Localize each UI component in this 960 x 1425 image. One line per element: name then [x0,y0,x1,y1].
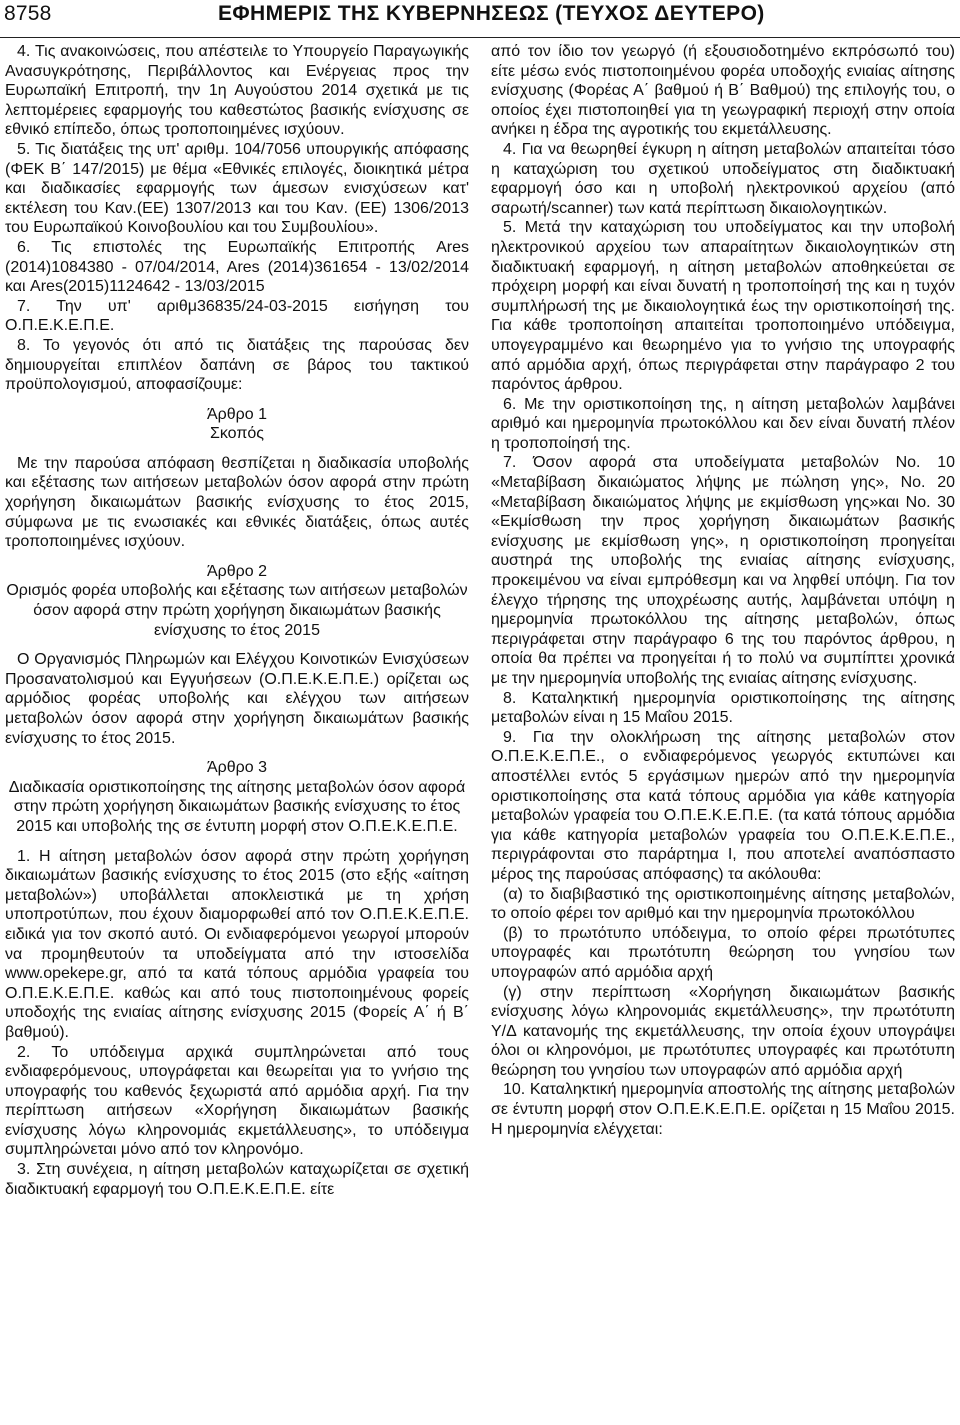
article-heading: Άρθρο 3 [206,759,268,777]
paragraph: 10. Καταληκτική ημερομηνία αποστολής της αίτησης μεταβολών σε έντυπη μορφή στον Ο.Π.Ε.Κ.Ε.Π.Ε. ορίζεται η 15 Μαΐου 2015. Η ημερομηνία ελέγχεται: [491,1081,955,1138]
page-number: 8758 [4,2,52,25]
right-column [491,42,955,1139]
left-column [5,42,469,1199]
paragraph: 8. Καταληκτική ημερομηνία οριστικοποίησης της αίτησης μεταβολών είναι η 15 Μαΐου 2015. [491,689,955,727]
paragraph: 8. Το γεγονός ότι από τις διατάξεις της παρούσας δεν δημιουργείται επιπλέον δαπάνη σε βάρος του τακτικού προϋπολογισμού, αποφασίζουμε: [5,336,469,394]
paragraph: 6. Τις επιστολές της Ευρωπαϊκής Επιτροπής Ares (2014)1084380 - 07/04/2014, Ares (2014)361654 - 13/02/2014 και Ares(2015)1124642 - 13/03/2015 [5,238,469,296]
paragraph: 5. Μετά την καταχώριση του υποδείγματος και την υποβολή ηλεκτρονικού αρχείου των απαραίτητων δικαιολογητικών στη διαδικτυακή εφαρμογή, η αίτηση μεταβολών αποθηκεύεται σε πρόχειρη μορφή και είναι δυνατή η τροποποίησή της και η τυχόν συμπλήρωσή της με δικαιολογητικά έως την οριστικοποίησή της. Για κάθε τροποποίηση απαιτείται τροποποιημένο υπόδειγμα, υπογεγραμμένο και θεωρημένο για το γνήσιο της υπογραφής από αρμόδια αρχή, όπως περιγράφεται στην παράγραφο 2 του παρόντος άρθρου. [491,219,955,394]
article-subtitle: Σκοπός [209,425,264,443]
list-item: (α) το διαβιβαστικό της οριστικοποιημένης αίτησης μεταβολών, το οποίο φέρει τον αριθμό και την ημερομηνία πρωτοκόλλου [491,885,955,923]
paragraph: Με την παρούσα απόφαση θεσπίζεται η διαδικασία υποβολής και εξέτασης των αιτήσεων μεταβολών όσον αφορά στην πρώτη χορήγηση δικαιωμάτων βασικής ενίσχυσης το έτος 2015, σύμφωνα με τις ενωσιακές και εθνικές διατάξεις, όπως αυτές τροποποιημένες ισχύουν. [5,454,469,551]
paragraph: 5. Τις διατάξεις της υπ' αριθμ. 104/7056 υπουργικής απόφασης (ΦΕΚ Β΄ 147/2015) με θέμα «Εθνικές επιλογές, διοικητικά μέτρα και διαδικασίες εφαρμογής των άμεσων ενισχύσεων κατ' εκτέλεση του Καν.(ΕΕ) 1307/2013 και του Καν. (ΕΕ) 1306/2013 του Ευρωπαϊκού Κοινοβουλίου και του Συμβουλίου». [5,140,469,237]
journal-title: ΕΦΗΜΕΡΙΣ ΤΗΣ ΚΥΒΕΡΝΗΣΕΩΣ (ΤΕΥΧΟΣ ΔΕΥΤΕΡΟ) [218,2,765,25]
paragraph: 6. Με την οριστικοποίηση της, η αίτηση μεταβολών λαμβάνει αριθμό και ημερομηνία πρωτοκόλλου και δεν είναι δυνατή πλέον η τροποποίησή της. [491,395,955,452]
paragraph: Ο Οργανισμός Πληρωμών και Ελέγχου Κοινοτικών Ενισχύσεων Προσανατολισμού και Εγγυήσεων (Ο.Π.Ε.Κ.Ε.Π.Ε.) ορίζεται ως αρμόδιος φορέας υποβολής και ελέγχου των αιτήσεων μεταβολών όσον αφορά στην χορήγηση δικαιωμάτων βασικής ενίσχυσης το έτος 2015. [5,651,469,747]
paragraph: 7. Όσον αφορά στα υποδείγματα μεταβολών Νο. 10 «Μεταβίβαση δικαιώματος λήψης με πώληση γης», Νο. 20 «Μεταβίβαση δικαιώματος λήψης με εκμίσθωση γης»και Νο. 30 «Εκμίσθωση την προς χορήγηση δικαιωμάτων βασικής ενίσχυσης με εκμίσθωση γης», η οριστικοποίηση προηγείται αυστηρά της υποβολής της ενιαίας αίτησης ενίσχυσης, προκειμένου να είναι εμπρόθεσμη και να ληφθεί υπόψη. Για τον έλεγχο τήρησης της υποχρέωσης αυτής, λαμβάνεται υπόψη η ημερομηνία πρωτοκόλλου της αίτησης μεταβολών, όπως περιγράφεται στην παράγραφο 6 της του παρόντος άρθρου, η οποία θα πρέπει να προηγείται ή το πολύ να συμπίπτει χρονικά με την ημερομηνία υποβολής της ενιαίας αίτησης ενίσχυσης. [491,454,955,687]
paragraph: 7. Την υπ' αριθμ36835/24-03-2015 εισήγηση του Ο.Π.Ε.Κ.Ε.Π.Ε. [5,297,469,335]
paragraph: 4. Τις ανακοινώσεις, που απέστειλε το Υπουργείο Παραγωγικής Ανασυγκρότησης, Περιβάλλοντος και Ενέργειας προς την Ευρωπαϊκή Επιτροπή, την 1η Αυγούστου 2014 σχετικά με τις λεπτομέρειες εφαρμογής του καθεστώτος βασικής ενίσχυσης σε εθνικό επίπεδο, όπως τροποποιημένες ισχύουν. [5,43,469,139]
paragraph: από τον ίδιο τον γεωργό (ή εξουσιοδοτημένο εκπρόσωπό του) είτε μέσω ενός πιστοποιημένου φορέα υποδοχής ενιαίας αίτησης ενίσχυσης (Φορέας Α΄ βαθμού ή Β΄ Βαθμού) της επιλογής του, ο οποίος έχει πιστοποιηθεί για τη γεωγραφική περιοχή στην οποία ανήκει η έδρα της αγροτικής του εκμετάλλευσης. [491,43,955,139]
article-subtitle: Διαδικασία οριστικοποίησης της αίτησης μεταβολών όσον αφορά στην πρώτη χορήγηση δικαιωμάτων βασικής ενίσχυσης το έτος 2015 και υποβολής της σε έντυπη μορφή στον Ο.Π.Ε.Κ.Ε.Π.Ε. [8,778,466,835]
article-heading: Άρθρο 2 [206,562,268,580]
paragraph: 9. Για την ολοκλήρωση της αίτησης μεταβολών στον Ο.Π.Ε.Κ.Ε.Π.Ε., ο ενδιαφερόμενος γεωργός εκτυπώνει και αποστέλλει εντός 5 εργάσιμων ημερών από την ημερομηνία οριστικοποίησης στα κατά τόπους αρμόδια για κάθε κατηγορία μεταβολών γραφεία του Ο.Π.Ε.Κ.Ε.Π.Ε. (τα κατά τόπους αρμόδια για κάθε κατηγορία μεταβολών γραφεία του Ο.Π.Ε.Κ.Ε.Π.Ε., περιγράφονται στο παράρτημα Ι, που αποτελεί αναπόσπαστο μέρος της παρούσας απόφασης) τα ακόλουθα: [491,728,955,883]
list-item: (β) το πρωτότυπο υπόδειγμα, το οποίο φέρει πρωτότυπες υπογραφές και πρωτότυπη θεώρηση του γνησίου των υπογραφών από αρμόδια αρχή [491,924,955,981]
paragraph: 3. Στη συνέχεια, η αίτηση μεταβολών καταχωρίζεται σε σχετική διαδικτυακή εφαρμογή του Ο.Π.Ε.Κ.Ε.Π.Ε. είτε [5,1161,469,1198]
article-heading: Άρθρο 1 [206,405,268,423]
article-subtitle: Ορισμός φορέα υποβολής και εξέτασης των αιτήσεων μεταβολών όσον αφορά στην πρώτη χορήγηση δικαιωμάτων βασικής ενίσχυσης το έτος 2015 [6,582,468,639]
paragraph: 4. Για να θεωρηθεί έγκυρη η αίτηση μεταβολών απαιτείται τόσο η καταχώριση του σχετικού υποδείγματος στη διαδικτυακή εφαρμογή όσο και η υποβολή ηλεκτρονικού αρχείου (από σαρωτή/scanner) των κατά περίπτωση δικαιολογητικών. [491,140,955,217]
paragraph: 1. Η αίτηση μεταβολών όσον αφορά στην πρώτη χορήγηση δικαιωμάτων βασικής ενίσχυσης το έτος 2015 (στο εξής «αίτηση μεταβολών») υποβάλλεται αποκλειστικά με τη χρήση υποπροτύπων, που έχουν διαμορφωθεί από τον Ο.Π.Ε.Κ.Ε.Π.Ε. ειδικά για τον σκοπό αυτό. Οι ενδιαφερόμενοι γεωργοί μπορούν να προμηθευτούν τα υποδείγματα από την ιστοσελίδα www.opekepe.gr, από τα κατά τόπους αρμόδια γραφεία του Ο.Π.Ε.Κ.Ε.Π.Ε. καθώς και από τους πιστοποιημένους φορείς υποδοχής της ενιαίας αίτησης ενίσχυσης 2015 (Φορείς Α΄ ή Β΄ βαθμού). [5,847,469,1041]
page-header [0,0,960,38]
list-item: (γ) στην περίπτωση «Χορήγηση δικαιωμάτων βασικής ενίσχυσης λόγω κληρονομιάς εκμετάλλευσης», την πρωτότυπη Υ/Δ κατανομής της εκμετάλλευσης, την οποία έχουν υπογράψει όλοι οι κληρονόμοι, με πρωτότυπες υπογραφές και πρωτότυπη θεώρηση του γνησίου των υπογραφών από αρμόδια αρχή [491,983,955,1079]
paragraph: 2. Το υπόδειγμα αρχικά συμπληρώνεται από τους ενδιαφερόμενους, υπογράφεται και θεωρείται για το γνήσιο της υπογραφής του καθενός ξεχωριστά από αρμόδια αρχή. Για την περίπτωση αιτήσεων «Χορήγηση δικαιωμάτων βασικής ενίσχυσης λόγω κληρονομιάς εκμετάλλευσης», το υπόδειγμα συμπληρώνεται μόνο από τον κληρονόμο. [5,1043,469,1159]
